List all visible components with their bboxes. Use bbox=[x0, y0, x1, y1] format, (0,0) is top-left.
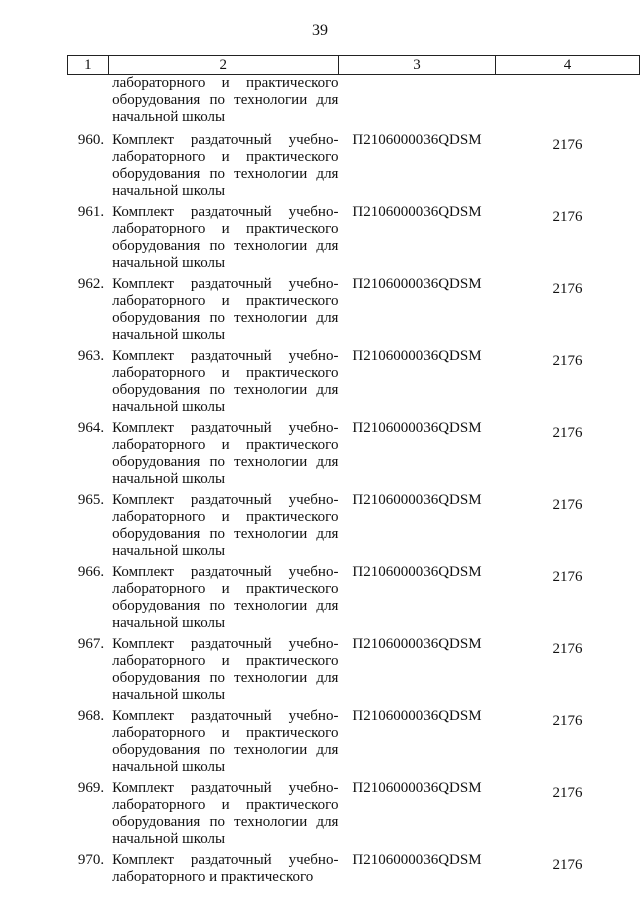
column-header-1: 1 bbox=[68, 56, 109, 75]
column-header-3: 3 bbox=[338, 56, 495, 75]
description-cell bbox=[108, 778, 338, 850]
description-line: Комплект раздаточный учебно- bbox=[112, 420, 339, 436]
description-line: начальной школы bbox=[112, 543, 226, 559]
description-line: Комплект раздаточный учебно- bbox=[112, 564, 339, 580]
column-header-4: 4 bbox=[495, 56, 639, 75]
description-line: Комплект раздаточный учебно- bbox=[112, 132, 339, 148]
description-line: лабораторного и практического bbox=[112, 869, 314, 885]
table-body bbox=[68, 75, 640, 889]
description-line: лабораторного и практического bbox=[112, 149, 339, 165]
description-line: оборудования по технологии для bbox=[112, 814, 339, 830]
row-number-cell: 966. bbox=[77, 564, 105, 580]
description-line: начальной школы bbox=[112, 687, 226, 703]
table-row bbox=[68, 130, 640, 202]
quantity-cell: 2176 bbox=[552, 281, 583, 297]
description-line: Комплект раздаточный учебно- bbox=[112, 204, 339, 220]
description-line: Комплект раздаточный учебно- bbox=[112, 276, 339, 292]
quantity-cell: 2176 bbox=[552, 425, 583, 441]
quantity-cell: 2176 bbox=[552, 857, 583, 873]
description-line: Комплект раздаточный учебно- bbox=[112, 492, 339, 508]
description-line: Комплект раздаточный учебно- bbox=[112, 348, 339, 364]
table-row bbox=[68, 706, 640, 778]
row-number-cell: 963. bbox=[77, 348, 105, 364]
description-line: Комплект раздаточный учебно- bbox=[112, 708, 339, 724]
row-number-cell: 968. bbox=[77, 708, 105, 724]
description-line: лабораторного и практического bbox=[112, 581, 339, 597]
code-cell: П2106000036QDSM bbox=[352, 708, 482, 724]
description-line: лабораторного и практического bbox=[112, 365, 339, 381]
description-line: оборудования по технологии для bbox=[112, 598, 339, 614]
description-cell bbox=[108, 634, 338, 706]
description-line: лабораторного и практического bbox=[112, 725, 339, 741]
description-line: оборудования по технологии для bbox=[112, 166, 339, 182]
code-cell: П2106000036QDSM bbox=[352, 276, 482, 292]
row-number-cell bbox=[68, 75, 109, 131]
description-line: начальной школы bbox=[112, 759, 226, 775]
description-cell bbox=[108, 75, 338, 131]
description-line: оборудования по технологии для bbox=[112, 742, 339, 758]
row-number-cell: 962. bbox=[77, 276, 105, 292]
description-line: оборудования по технологии для bbox=[112, 238, 339, 254]
table-row-continuation bbox=[68, 75, 640, 131]
table-row bbox=[68, 490, 640, 562]
column-header-2: 2 bbox=[108, 56, 338, 75]
description-cell bbox=[108, 202, 338, 274]
row-number-cell: 965. bbox=[77, 492, 105, 508]
description-cell bbox=[108, 346, 338, 418]
code-cell: П2106000036QDSM bbox=[352, 780, 482, 796]
page-number: 39 bbox=[312, 22, 328, 39]
description-line: лабораторного и практического bbox=[112, 797, 339, 813]
description-line: начальной школы bbox=[112, 831, 226, 847]
description-line: начальной школы bbox=[112, 255, 226, 271]
description-line: начальной школы bbox=[112, 615, 226, 631]
row-number-cell: 967. bbox=[77, 636, 105, 652]
items-table bbox=[67, 55, 640, 888]
description-cell bbox=[108, 130, 338, 202]
description-line: оборудования по технологии для bbox=[112, 382, 339, 398]
table-row bbox=[68, 418, 640, 490]
row-number-cell: 960. bbox=[77, 132, 105, 148]
description-line: начальной школы bbox=[112, 471, 226, 487]
description-line: начальной школы bbox=[112, 183, 226, 199]
description-line: Комплект раздаточный учебно- bbox=[112, 780, 339, 796]
quantity-cell: 2176 bbox=[552, 713, 583, 729]
table-row bbox=[68, 778, 640, 850]
code-cell: П2106000036QDSM bbox=[352, 420, 482, 436]
quantity-cell: 2176 bbox=[552, 785, 583, 801]
description-line: начальной школы bbox=[112, 327, 226, 343]
quantity-cell bbox=[495, 75, 639, 131]
description-line: лабораторного и практического bbox=[112, 437, 339, 453]
quantity-cell: 2176 bbox=[552, 209, 583, 225]
description-line: лабораторного и практического bbox=[112, 509, 339, 525]
table-row bbox=[68, 274, 640, 346]
row-number-cell: 964. bbox=[77, 420, 105, 436]
row-number-cell: 961. bbox=[77, 204, 105, 220]
description-cell bbox=[108, 562, 338, 634]
table-row bbox=[68, 562, 640, 634]
description-line: Комплект раздаточный учебно- bbox=[112, 852, 339, 868]
row-number-cell: 970. bbox=[77, 852, 105, 868]
table-row bbox=[68, 850, 640, 888]
quantity-cell: 2176 bbox=[552, 137, 583, 153]
quantity-cell: 2176 bbox=[552, 353, 583, 369]
table-row bbox=[68, 202, 640, 274]
description-cell bbox=[108, 274, 338, 346]
quantity-cell: 2176 bbox=[552, 569, 583, 585]
description-line: лабораторного и практического bbox=[112, 221, 339, 237]
row-number-cell: 969. bbox=[77, 780, 105, 796]
code-cell: П2106000036QDSM bbox=[352, 492, 482, 508]
table-row bbox=[68, 346, 640, 418]
description-line: оборудования по технологии для bbox=[112, 526, 339, 542]
description-line: начальной школы bbox=[112, 109, 226, 125]
quantity-cell: 2176 bbox=[552, 497, 583, 513]
table-header bbox=[68, 56, 640, 75]
code-cell: П2106000036QDSM bbox=[352, 636, 482, 652]
quantity-cell: 2176 bbox=[552, 641, 583, 657]
description-cell bbox=[108, 850, 338, 888]
description-line: Комплект раздаточный учебно- bbox=[112, 636, 339, 652]
code-cell: П2106000036QDSM bbox=[352, 132, 482, 148]
table-row bbox=[68, 634, 640, 706]
code-cell: П2106000036QDSM bbox=[352, 852, 482, 868]
code-cell: П2106000036QDSM bbox=[352, 348, 482, 364]
description-line: оборудования по технологии для bbox=[112, 670, 339, 686]
description-cell bbox=[108, 490, 338, 562]
code-cell: П2106000036QDSM bbox=[352, 564, 482, 580]
description-cell bbox=[108, 706, 338, 778]
description-line: оборудования по технологии для bbox=[112, 454, 339, 470]
description-line: оборудования по технологии для bbox=[112, 310, 339, 326]
description-line: лабораторного и практического bbox=[112, 293, 339, 309]
description-line: лабораторного и практического bbox=[112, 653, 339, 669]
description-line: лабораторного и практического bbox=[112, 75, 339, 91]
code-cell: П2106000036QDSM bbox=[352, 204, 482, 220]
description-line: оборудования по технологии для bbox=[112, 92, 339, 108]
description-cell bbox=[108, 418, 338, 490]
description-line: начальной школы bbox=[112, 399, 226, 415]
code-cell bbox=[338, 75, 495, 131]
